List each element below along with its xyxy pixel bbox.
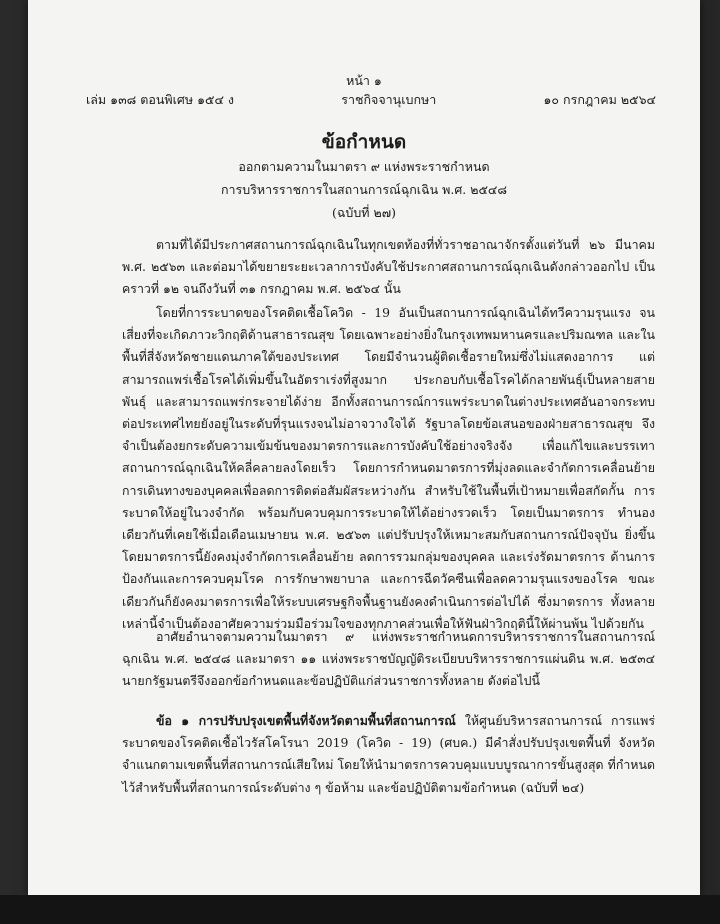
paragraph-preamble: ตามที่ได้มีประกาศสถานการณ์ฉุกเฉินในทุกเขตท้องที่ทั่วราชอาณาจักรตั้งแต่วันที่ ๒๖ มีนาคม พ.ศ. ๒๕๖๓ และต่อมาได้ขยายระยะเวลาการบังคับใช้ประกาศสถานการณ์ฉุกเฉินดังกล่าวออกไป เป็นคราวที่ ๑๒ จนถึงวันที่ ๓๑ กรกฎาคม พ.ศ. ๒๕๖๔ นั้น bbox=[122, 237, 655, 297]
clause-1-heading: ข้อ ๑ การปรับปรุงเขตพื้นที่จังหวัดตามพื้นที่สถานการณ์ bbox=[156, 713, 456, 728]
background-bottom bbox=[0, 895, 720, 924]
background-right bbox=[700, 0, 720, 895]
clause-1-body: ให้ศูนย์บริหารสถานการณ์ การแพร่ระบาดของโรคติดเชื้อไวรัสโคโรนา 2019 (โควิด - 19) (ศบค.) มีคำสั่งปรับปรุงเขตพื้นที่ จังหวัดจำแนกตามเขตพื้นที่สถานการณ์เสียใหม่ โดยให้นำมาตรการควบคุมแบบบูรณาการขั้นสูงสุด ที่กำหนดไว้สำหรับพื้นที่สถานการณ์ระดับต่าง ๆ ข้อห้าม และข้อปฏิบัติตามข้อกำหนด (ฉบับที่ ๒๔) bbox=[122, 713, 655, 795]
paragraph-rationale: โดยที่การระบาดของโรคติดเชื้อโควิด - 19 อันเป็นสถานการณ์ฉุกเฉินได้ทวีความรุนแรง จนเสี่ยงที่จะเกิดภาวะวิกฤติด้านสาธารณสุข โดยเฉพาะอย่างยิ่งในกรุงเทพมหานครและปริมณฑล และในพื้นที่สี่จังหวัดชายแดนภาคใต้ของประเทศ โดยมีจำนวนผู้ติดเชื้อรายใหม่ซึ่งไม่แสดงอาการ แต่สามารถแพร่เชื้อโรคได้เพิ่มขึ้นในอัตราเร่งที่สูงมาก ประกอบกับเชื้อโรคได้กลายพันธุ์เป็นหลายสายพันธุ์ และสามารถแพร่กระจายได้ง่าย อีกทั้งสถานการณ์การแพร่ระบาดในต่างประเทศอันอาจกระทบ ต่อประเทศไทยยังอยู่ในระดับที่รุนแรงจนไม่อาจวางใจได้ รัฐบาลโดยข้อเสนอของฝ่ายสาธารณสุข จึงจำเป็นต้องยกระดับความเข้มข้นของมาตรการและการบังคับใช้อย่างจริงจัง เพื่อแก้ไขและบรรเทา สถานการณ์ฉุกเฉินให้คลี่คลายลงโดยเร็ว โดยการกำหนดมาตรการที่มุ่งลดและจำกัดการเคลื่อนย้าย การเดินทางของบุคคลเพื่อลดการติดต่อสัมผัสระหว่างกัน สำหรับใช้ในพื้นที่เป้าหมายเพื่อสกัดกั้น การระบาดให้อยู่ในวงจำกัด พร้อมกับควบคุมการระบาดให้ได้อย่างรวดเร็ว โดยเป็นมาตรการ ทำนองเดียวกันที่เคยใช้เมื่อเดือนเมษายน พ.ศ. ๒๕๖๓ แต่ปรับปรุงให้เหมาะสมกับสถานการณ์ปัจจุบัน ยิ่งขึ้น โดยมาตรการนี้ยังคงมุ่งจำกัดการเคลื่อนย้าย ลดการรวมกลุ่มของบุคคล และเร่งรัดมาตรการ ด้านการป้องกันและการควบคุมโรค การรักษาพยาบาล และการฉีดวัคซีนเพื่อลดความรุนแรงของโรค ขณะเดียวกันก็ยังคงมาตรการเพื่อให้ระบบเศรษฐกิจพื้นฐานยังคงดำเนินการต่อไปได้ ซึ่งมาตรการ ทั้งหลายเหล่านี้จำเป็นต้องอาศัยความร่วมมือร่วมใจของทุกภาคส่วนเพื่อให้ฟันฝ่าวิกฤตินี้ให้ผ่านพ้น ไปด้วยกัน bbox=[122, 305, 655, 631]
document-page bbox=[28, 0, 700, 895]
background-left bbox=[0, 0, 28, 895]
gazette-name: ราชกิจจานุเบกษา bbox=[341, 92, 437, 107]
volume-info: เล่ม ๑๓๘ ตอนพิเศษ ๑๕๔ ง bbox=[86, 92, 235, 107]
subtitle-line-2: การบริหารราชการในสถานการณ์ฉุกเฉิน พ.ศ. ๒๕๔๘ bbox=[220, 182, 508, 197]
document-title: ข้อกำหนด bbox=[321, 131, 407, 153]
paragraph-authority: อาศัยอำนาจตามความในมาตรา ๙ แห่งพระราชกำหนดการบริหารราชการในสถานการณ์ฉุกเฉิน พ.ศ. ๒๕๔๘ และมาตรา ๑๑ แห่งพระราชบัญญัติระเบียบบริหารราชการแผ่นดิน พ.ศ. ๒๕๓๔ นายกรัฐมนตรีจึงออกข้อกำหนดและข้อปฏิบัติแก่ส่วนราชการทั้งหลาย ดังต่อไปนี้ bbox=[122, 629, 655, 689]
clause-1 bbox=[122, 710, 655, 799]
subtitle-line-3: (ฉบับที่ ๒๗) bbox=[332, 205, 396, 220]
publication-date: ๑๐ กรกฎาคม ๒๕๖๔ bbox=[543, 92, 656, 107]
page-number: หน้า ๑ bbox=[346, 73, 382, 88]
gazette-header bbox=[86, 90, 656, 110]
subtitle-line-1: ออกตามความในมาตรา ๙ แห่งพระราชกำหนด bbox=[238, 159, 490, 174]
